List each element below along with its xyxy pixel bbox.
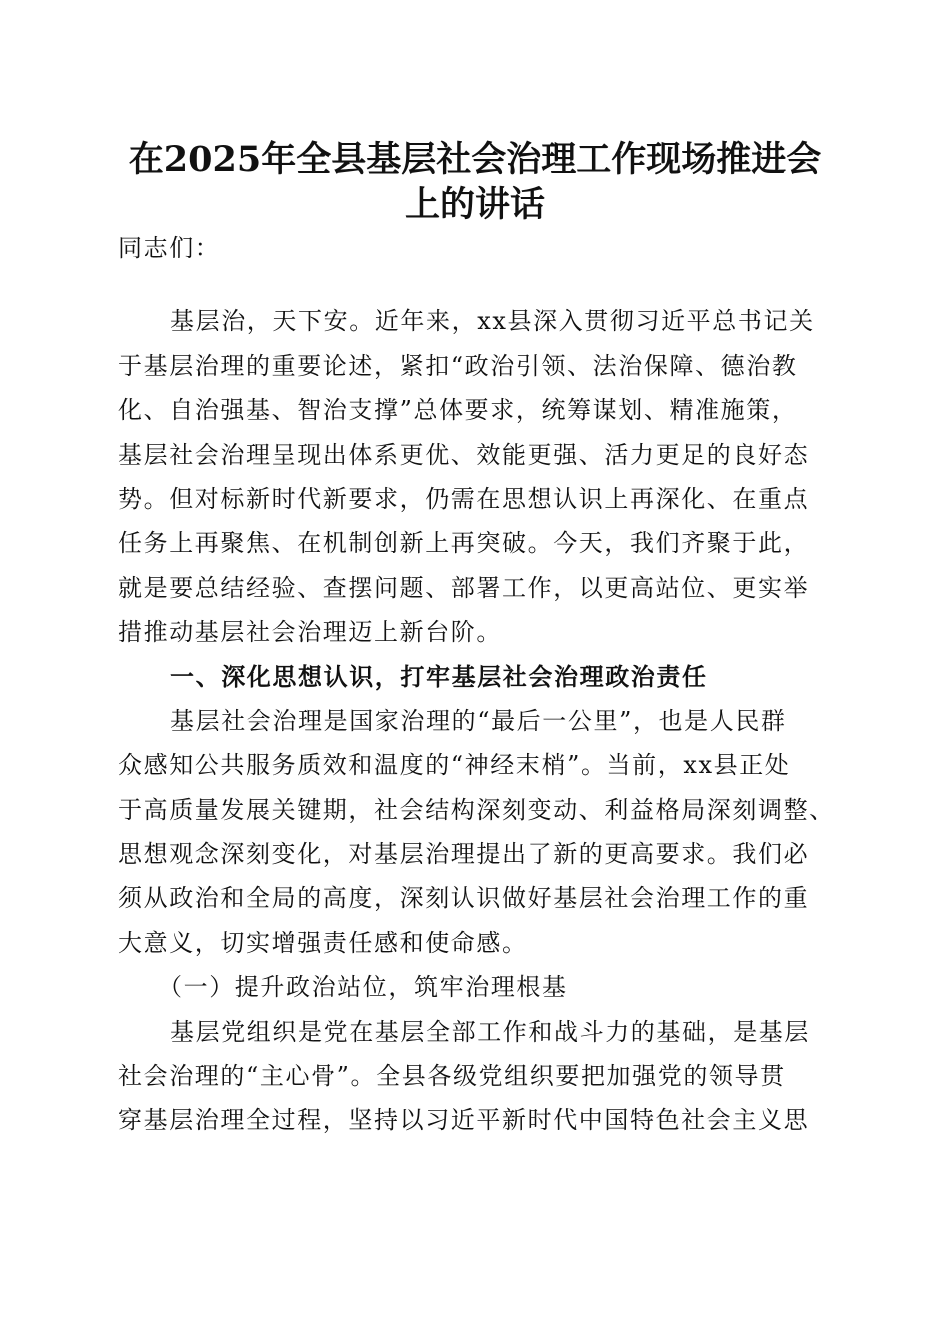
text-line: 穿基层治理全过程，坚持以习近平新时代中国特色社会主义思	[118, 1106, 810, 1135]
text-line: 措推动基层社会治理迈上新台阶。	[118, 618, 502, 647]
text-line: 任务上再聚焦、在机制创新上再突破。今天，我们齐聚于此，	[118, 529, 810, 558]
document-title-line-1: 在2025年全县基层社会治理工作现场推进会	[128, 139, 822, 180]
text-line: 势。但对标新时代新要求，仍需在思想认识上再深化、在重点	[118, 484, 810, 513]
paragraph-section-1	[118, 699, 838, 965]
paragraph-subsection-1	[118, 1010, 838, 1143]
text-line: 就是要总结经验、查摆问题、部署工作，以更高站位、更实举	[118, 573, 810, 602]
text-line: 基层治，天下安。近年来，xx县深入贯彻习近平总书记关	[170, 307, 815, 336]
text-line: 基层社会治理呈现出体系更优、效能更强、活力更足的良好态	[118, 440, 810, 469]
greeting: 同志们：	[118, 234, 221, 262]
text-line: 基层社会治理是国家治理的“最后一公里”，也是人民群	[170, 706, 787, 735]
text-line: 基层党组织是党在基层全部工作和战斗力的基础，是基层	[170, 1017, 810, 1046]
document-title-line-2: 上的讲话	[404, 184, 545, 225]
section-heading-1: 一、深化思想认识，打牢基层社会治理政治责任	[170, 661, 708, 691]
text-line: 化、自治强基、智治支撑”总体要求，统筹谋划、精准施策，	[118, 396, 798, 425]
text-line: 大意义，切实增强责任感和使命感。	[118, 928, 528, 957]
text-line: 众感知公共服务质效和温度的“神经末梢”。当前，xx县正处	[118, 751, 791, 780]
text-line: 于基层治理的重要论述，紧扣“政治引领、法治保障、德治教	[118, 351, 798, 380]
text-line: 于高质量发展关键期，社会结构深刻变动、利益格局深刻调整、	[118, 795, 835, 824]
paragraph-intro	[118, 299, 838, 654]
document-body	[118, 226, 838, 1143]
text-line: 须从政治和全局的高度，深刻认识做好基层社会治理工作的重	[118, 884, 810, 913]
text-line: 社会治理的“主心骨”。全县各级党组织要把加强党的领导贯	[118, 1062, 786, 1091]
subsection-heading-1: （一）提升政治站位，筑牢治理根基	[158, 973, 568, 1002]
text-line: 思想观念深刻变化，对基层治理提出了新的更高要求。我们必	[118, 840, 810, 869]
